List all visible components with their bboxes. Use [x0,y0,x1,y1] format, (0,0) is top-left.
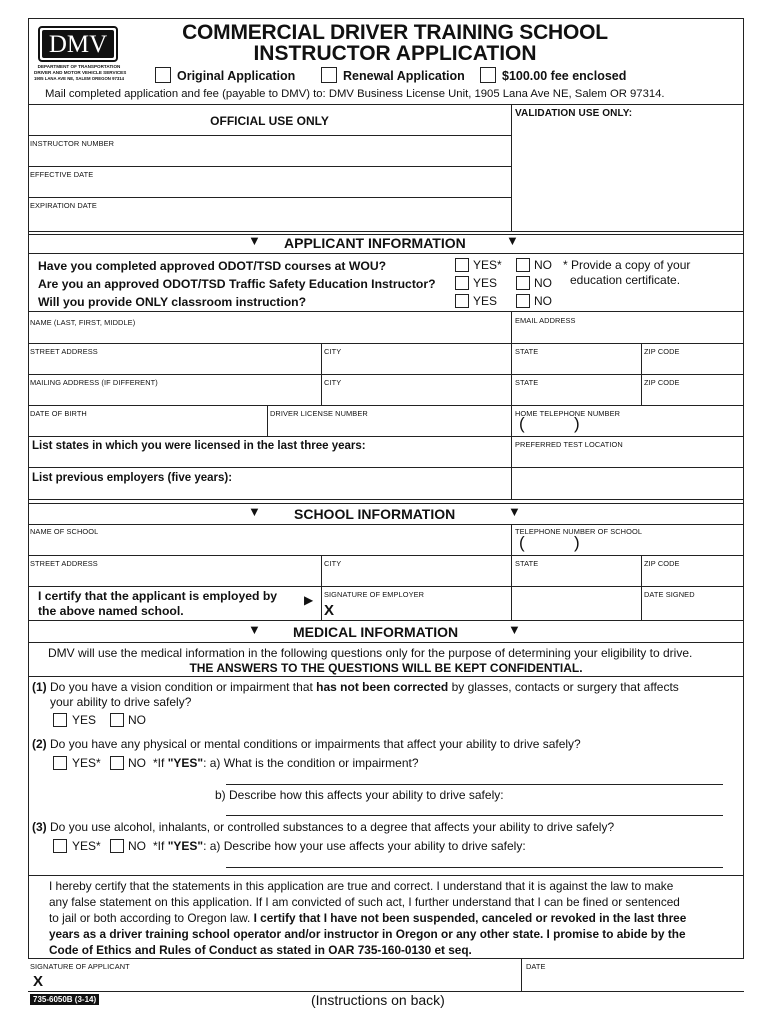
expiration-date-label: EXPIRATION DATE [30,201,97,210]
q2-yes-checkbox[interactable] [455,276,469,290]
form-frame [28,18,744,959]
fee-enclosed-label: $100.00 fee enclosed [502,69,627,83]
dmv-logo [38,26,118,62]
medical-intro: DMV will use the medical information in the following questions only for the purpose of determining your eligibility to drive. [48,646,693,660]
q1-yes-label: YES* [473,258,502,272]
q2-followup-a-text: : a) What is the condition or impairment? [203,756,419,770]
renewal-application-checkbox[interactable] [321,67,337,83]
down-triangle-icon: ▼ [248,622,261,637]
yes-quote: "YES" [167,839,204,853]
certification-line3 [49,911,686,925]
q2-text: Do you have any physical or mental conditions or impairments that affect your ability to drive safely? [50,737,581,751]
certification-line4: years as a driver training school operator and/or instructor in Oregon or any other state. I promise to abide by the [49,927,686,941]
q3-no-checkbox[interactable] [516,294,530,308]
original-application-label: Original Application [177,69,296,83]
med-q3-followup-a [153,839,526,853]
certification-line1: I hereby certify that the statements in this application are true and correct. I understand that it is against the law to make [49,879,674,893]
certificate-note-line1: * Provide a copy of your [563,258,691,272]
q3-text: Do you use alcohol, inhalants, or controlled substances to a degree that affects your ability to drive safely? [50,820,615,834]
medical-q1-cont: your ability to drive safely? [50,695,192,709]
school-state-label: STATE [515,559,539,568]
certification-line3b: I certify that I have not been suspended, canceled or revoked in the last three [253,911,687,925]
city-label: CITY [324,347,342,356]
medical-information-heading: MEDICAL INFORMATION [293,624,459,640]
form-number-badge: 735-6050B (3-14) [30,994,99,1005]
q2-no-label: NO [534,276,552,290]
down-triangle-icon: ▼ [508,622,521,637]
right-triangle-icon: ▶ [304,593,314,607]
email-label: EMAIL ADDRESS [515,316,576,325]
applicant-information-heading: APPLICANT INFORMATION [284,235,466,251]
employer-signature-x: X [324,602,335,619]
effective-date-label: EFFECTIVE DATE [30,170,94,179]
preferred-test-location-label: PREFERRED TEST LOCATION [515,440,623,449]
form-title-line2: INSTRUCTOR APPLICATION [253,42,537,65]
q1-no-label: NO [534,258,552,272]
zip-label: ZIP CODE [644,347,680,356]
med-q1-yes-label: YES [72,713,97,727]
q2-yes-label: YES [473,276,498,290]
original-application-checkbox[interactable] [155,67,171,83]
school-phone-open-paren: ( [519,533,525,552]
q1-text-c: by glasses, contacts or surgery that affects [451,680,679,694]
down-triangle-icon: ▼ [508,504,521,519]
q2-answer-a-line[interactable] [226,784,723,785]
date-signed-label: DATE SIGNED [644,590,695,599]
mailing-state-label: STATE [515,378,539,387]
med-q2-no-label: NO [128,756,146,770]
employment-certify-line2: the above named school. [38,604,184,618]
school-street-label: STREET ADDRESS [30,559,98,568]
school-phone-close-paren: ) [574,533,580,552]
med-q3-no-label: NO [128,839,146,853]
applicant-date-field[interactable] [522,959,743,990]
med-q3-no-checkbox[interactable] [110,839,124,853]
yes-quote: "YES" [167,756,204,770]
med-q2-yes-label: YES* [72,756,101,770]
school-city-label: CITY [324,559,342,568]
logo-text: DMV [48,31,108,58]
state-label: STATE [515,347,539,356]
q3-followup-a-text: : a) Describe how your use affects your ability to drive safely: [203,839,526,853]
home-phone-label: HOME TELEPHONE NUMBER [515,409,621,418]
school-phone-label: TELEPHONE NUMBER OF SCHOOL [515,527,643,536]
mailing-instructions: Mail completed application and fee (payable to DMV) to: DMV Business License Unit, 1905 Lana Ave NE, Salem OR 97314. [45,88,665,100]
previous-employers-prompt: List previous employers (five years): [32,472,233,484]
med-q1-no-label: NO [128,713,146,727]
q3-yes-checkbox[interactable] [455,294,469,308]
certification-line5: Code of Ethics and Rules of Conduct as stated in OAR 735-160-0130 et seq. [49,943,472,957]
instructor-number-label: INSTRUCTOR NUMBER [30,139,115,148]
mailing-zip-label: ZIP CODE [644,378,680,387]
validation-use-label: VALIDATION USE ONLY: [515,108,633,119]
driver-license-label: DRIVER LICENSE NUMBER [270,409,368,418]
q2-answer-b-line[interactable] [226,815,723,816]
fee-enclosed-checkbox[interactable] [480,67,496,83]
q2-number: (2) [32,737,47,751]
q2-no-checkbox[interactable] [516,276,530,290]
med-q1-yes-checkbox[interactable] [53,713,67,727]
q1-number: (1) [32,680,47,694]
q1-yes-checkbox[interactable] [455,258,469,272]
med-q2-followup-a [153,756,419,770]
classroom-only-question: Will you provide ONLY classroom instruction? [38,295,307,309]
med-q3-yes-checkbox[interactable] [53,839,67,853]
date-of-birth-label: DATE OF BIRTH [30,409,87,418]
employment-certify-line1: I certify that the applicant is employed by [38,589,278,603]
med-q1-no-checkbox[interactable] [110,713,124,727]
med-q3-yes-label: YES* [72,839,101,853]
med-q2-yes-checkbox[interactable] [53,756,67,770]
logo-division: DRIVER AND MOTOR VEHICLE SERVICES [34,70,127,75]
tse-instructor-question: Are you an approved ODOT/TSD Traffic Safety Education Instructor? [38,277,436,291]
wou-courses-question: Have you completed approved ODOT/TSD courses at WOU? [38,259,387,273]
medical-q2 [32,737,581,751]
mailing-city-label: CITY [324,378,342,387]
q1-text-a: Do you have a vision condition or impairment that [50,680,313,694]
down-triangle-icon: ▼ [248,233,261,248]
applicant-name-label: NAME (LAST, FIRST, MIDDLE) [30,318,136,327]
med-q2-no-checkbox[interactable] [110,756,124,770]
if-yes-text: *If [153,756,165,770]
q3-yes-label: YES [473,294,498,308]
certification-line2: any false statement on this application. If I am convicted of such act, I further understand that I can be fined or sentenced [49,895,680,909]
q3-number: (3) [32,820,47,834]
applicant-signature-label: SIGNATURE OF APPLICANT [30,962,130,971]
certificate-note-line2: education certificate. [570,273,681,287]
employer-signature-field[interactable] [322,587,640,619]
school-zip-label: ZIP CODE [644,559,680,568]
medical-q3 [32,820,614,834]
medical-q1 [32,680,679,694]
school-name-label: NAME OF SCHOOL [30,527,99,536]
q1-no-checkbox[interactable] [516,258,530,272]
home-phone-close-paren: ) [574,414,580,433]
logo-address: 1905 LANA AVE NE, SALEM OREGON 97314 [33,76,125,81]
official-use-heading: OFFICIAL USE ONLY [210,114,329,128]
renewal-application-label: Renewal Application [343,69,465,83]
form-title-line1: COMMERCIAL DRIVER TRAINING SCHOOL [182,21,608,44]
med-q2-followup-b: b) Describe how this affects your ability to drive safely: [215,788,504,802]
q3-answer-line[interactable] [226,867,723,868]
instructions-on-back: (Instructions on back) [311,992,445,1008]
school-information-heading: SCHOOL INFORMATION [294,506,456,522]
certification-line3a: to jail or both according to Oregon law. [49,911,251,925]
if-yes-text: *If [153,839,165,853]
down-triangle-icon: ▼ [248,504,261,519]
confidential-notice: THE ANSWERS TO THE QUESTIONS WILL BE KEPT CONFIDENTIAL. [189,661,583,675]
licensed-states-prompt: List states in which you were licensed in the last three years: [32,440,366,452]
applicant-date-label: DATE [526,962,546,971]
street-address-label: STREET ADDRESS [30,347,98,356]
q1-text-b: has not been corrected [316,680,449,694]
q3-no-label: NO [534,294,552,308]
applicant-signature-field[interactable] [29,959,520,990]
employer-signature-label: SIGNATURE OF EMPLOYER [324,590,425,599]
mailing-address-label: MAILING ADDRESS (IF DIFFERENT) [30,378,158,387]
home-phone-open-paren: ( [519,414,525,433]
applicant-signature-x: X [33,973,44,990]
down-triangle-icon: ▼ [506,233,519,248]
logo-dept: DEPARTMENT OF TRANSPORTATION [37,64,121,69]
